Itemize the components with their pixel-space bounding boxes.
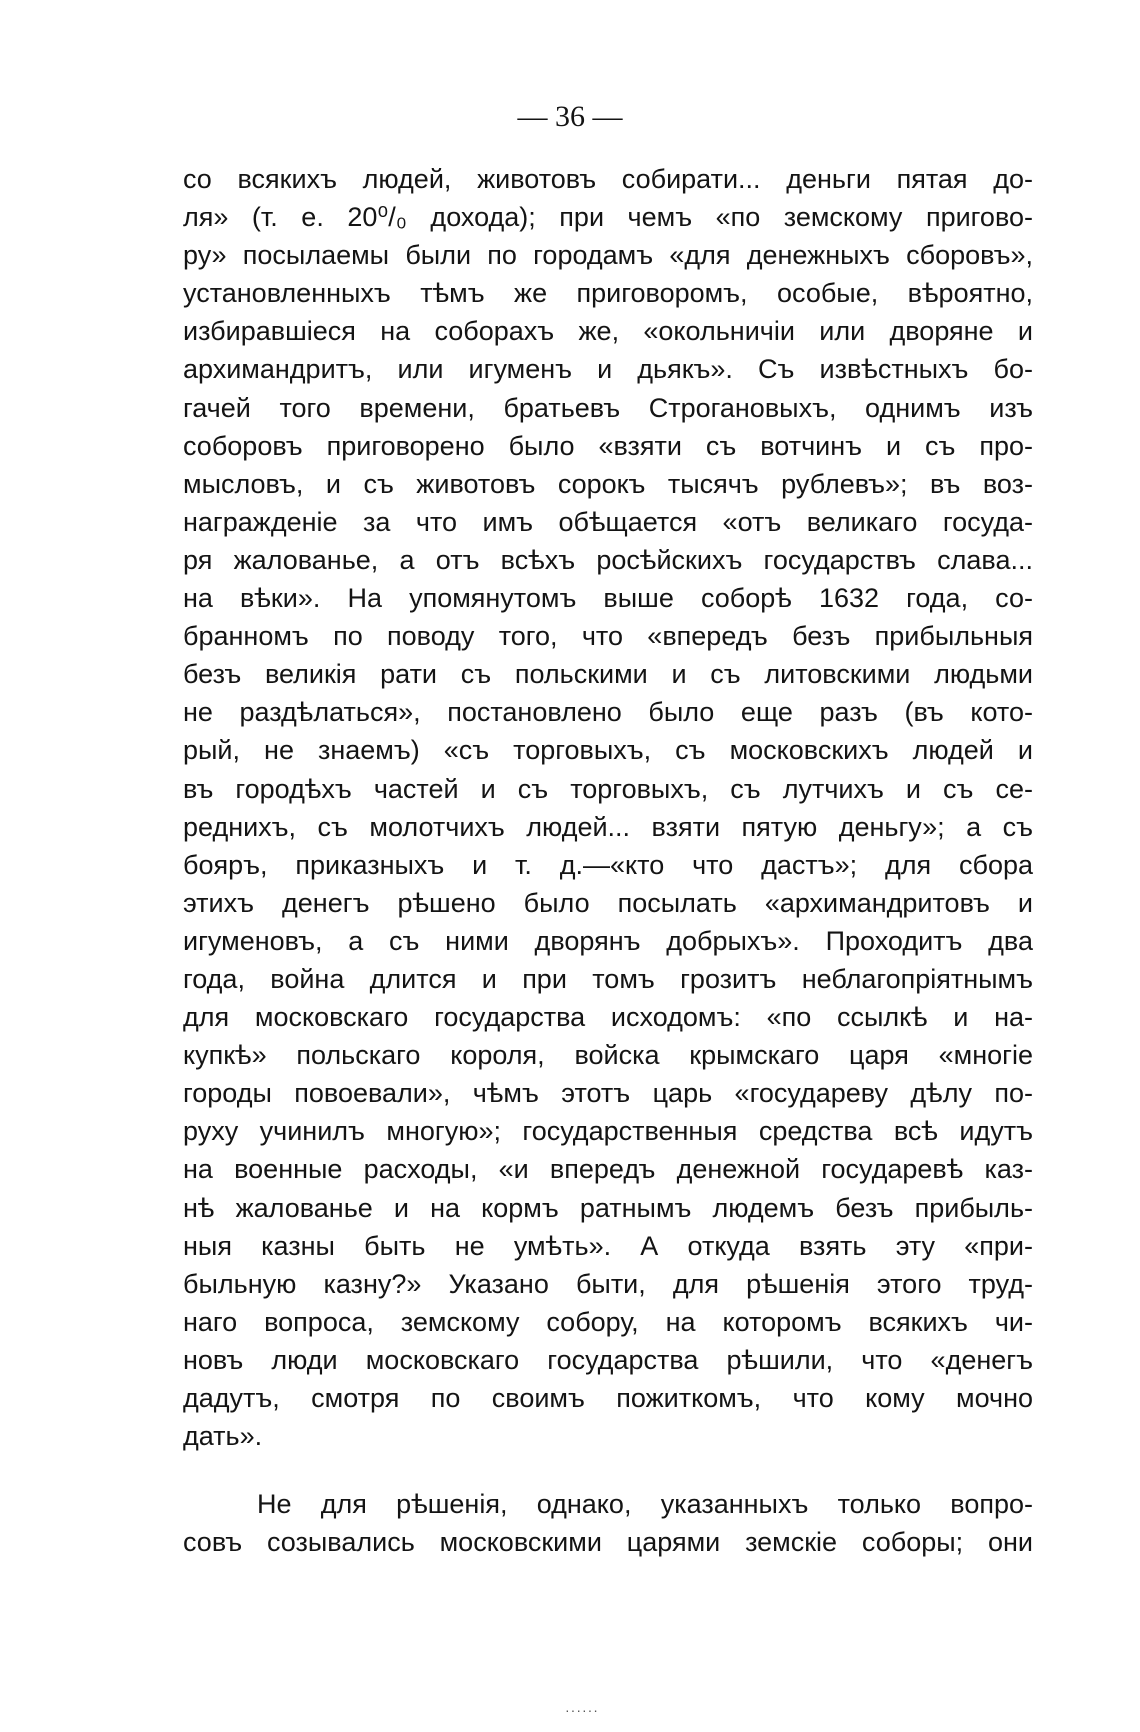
text-line: гачей того времени, братьевъ Строгановыхъ, однимъ изъ [183, 392, 1033, 423]
text-line: соборовъ приговорено было «взяти съ вотчинъ и съ про- [183, 430, 1033, 461]
text-line: со всякихъ людей, животовъ собирати... деньги пятая до- [183, 164, 1033, 194]
text-line: ля» (т. е. 20⁰/₀ дохода); при чемъ «по земскому пригово- [183, 202, 1033, 233]
text-line: награжденіе за что имъ обѣщается «отъ великаго госуда- [183, 506, 1033, 537]
text-line: нѣ жалованье и на кормъ ратнымъ людемъ безъ прибыль- [183, 1192, 1033, 1223]
text-line: рый, не знаемъ) «съ торговыхъ, съ московскихъ людей и [183, 735, 1033, 766]
text-line: установленныхъ тѣмъ же приговоромъ, особые, вѣроятно, [183, 278, 1033, 309]
text-line: этихъ денегъ рѣшено было посылать «архимандритовъ и [183, 887, 1033, 918]
text-line: реднихъ, съ молотчихъ людей... взяти пятую деньгу»; а съ [183, 811, 1033, 842]
paragraph-1 [183, 160, 1033, 1455]
paragraph-gap [183, 1455, 1033, 1485]
text-line: не раздѣлаться», постановлено было еще разъ (въ кото- [183, 697, 1033, 728]
page-number: — 36 — [517, 100, 623, 133]
text-line: избиравшіеся на соборахъ же, «окольничіи или дворяне и [183, 316, 1033, 347]
text-line: на вѣки». На упомянутомъ выше соборѣ 1632 года, со- [183, 583, 1033, 614]
text-line: городы повоевали», чѣмъ этотъ царь «государеву дѣлу по- [183, 1078, 1033, 1109]
text-line: безъ великія рати съ польскими и съ литовскими людьми [183, 659, 1033, 690]
text-line: для московскаго государства исходомъ: «по ссылкѣ и на- [183, 1002, 1033, 1033]
text-line: бранномъ по поводу того, что «впередъ безъ прибыльныя [183, 621, 1033, 652]
text-line: новъ люди московскаго государства рѣшили, что «денегъ [183, 1344, 1033, 1375]
text-line: дадутъ, смотря по своимъ пожиткомъ, что кому мочно [183, 1383, 1033, 1413]
text-line: совъ созывались московскими царями земскіе соборы; они [183, 1527, 1033, 1558]
text-line: бояръ, приказныхъ и т. д.—«кто что дастъ»; для сбора [183, 849, 1033, 880]
text-line: архимандритъ, или игуменъ и дьякъ». Съ извѣстныхъ бо- [183, 354, 1033, 385]
text-line: мысловъ, и съ животовъ сорокъ тысячъ рублевъ»; въ воз- [183, 468, 1033, 499]
text-line: на военные расходы, «и впередъ денежной государевѣ каз- [183, 1154, 1033, 1185]
text-line: быльную казну?» Указано быти, для рѣшенія этого труд- [183, 1268, 1033, 1299]
text-line: купкѣ» польскаго короля, войска крымскаго царя «многіе [183, 1040, 1033, 1071]
text-line: года, война длится и при томъ грозитъ неблагопріятнымъ [183, 963, 1033, 994]
text-line: игуменовъ, а съ ними дворянъ добрыхъ». Проходитъ два [183, 925, 1033, 956]
text-line: наго вопроса, земскому собору, на которомъ всякихъ чи- [183, 1306, 1033, 1337]
text-line: ныя казны быть не умѣть». А откуда взять эту «при- [183, 1230, 1033, 1261]
text-line: руху учинилъ многую»; государственныя средства всѣ идутъ [183, 1116, 1033, 1147]
text-line: ру» посылаемы были по городамъ «для денежныхъ сборовъ», [183, 240, 1033, 271]
paragraph-2 [183, 1485, 1033, 1561]
body-text [183, 160, 1033, 1561]
text-line: дать». [183, 1421, 263, 1452]
text-line: Не для рѣшенія, однако, указанныхъ только вопро- [257, 1489, 1033, 1520]
text-line: въ городѣхъ частей и съ торговыхъ, съ лутчихъ и съ се- [183, 773, 1033, 804]
footer-mark: ······ [565, 1702, 599, 1718]
text-line: ря жалованье, а отъ всѣхъ росѣйскихъ государствъ слава... [183, 544, 1033, 575]
